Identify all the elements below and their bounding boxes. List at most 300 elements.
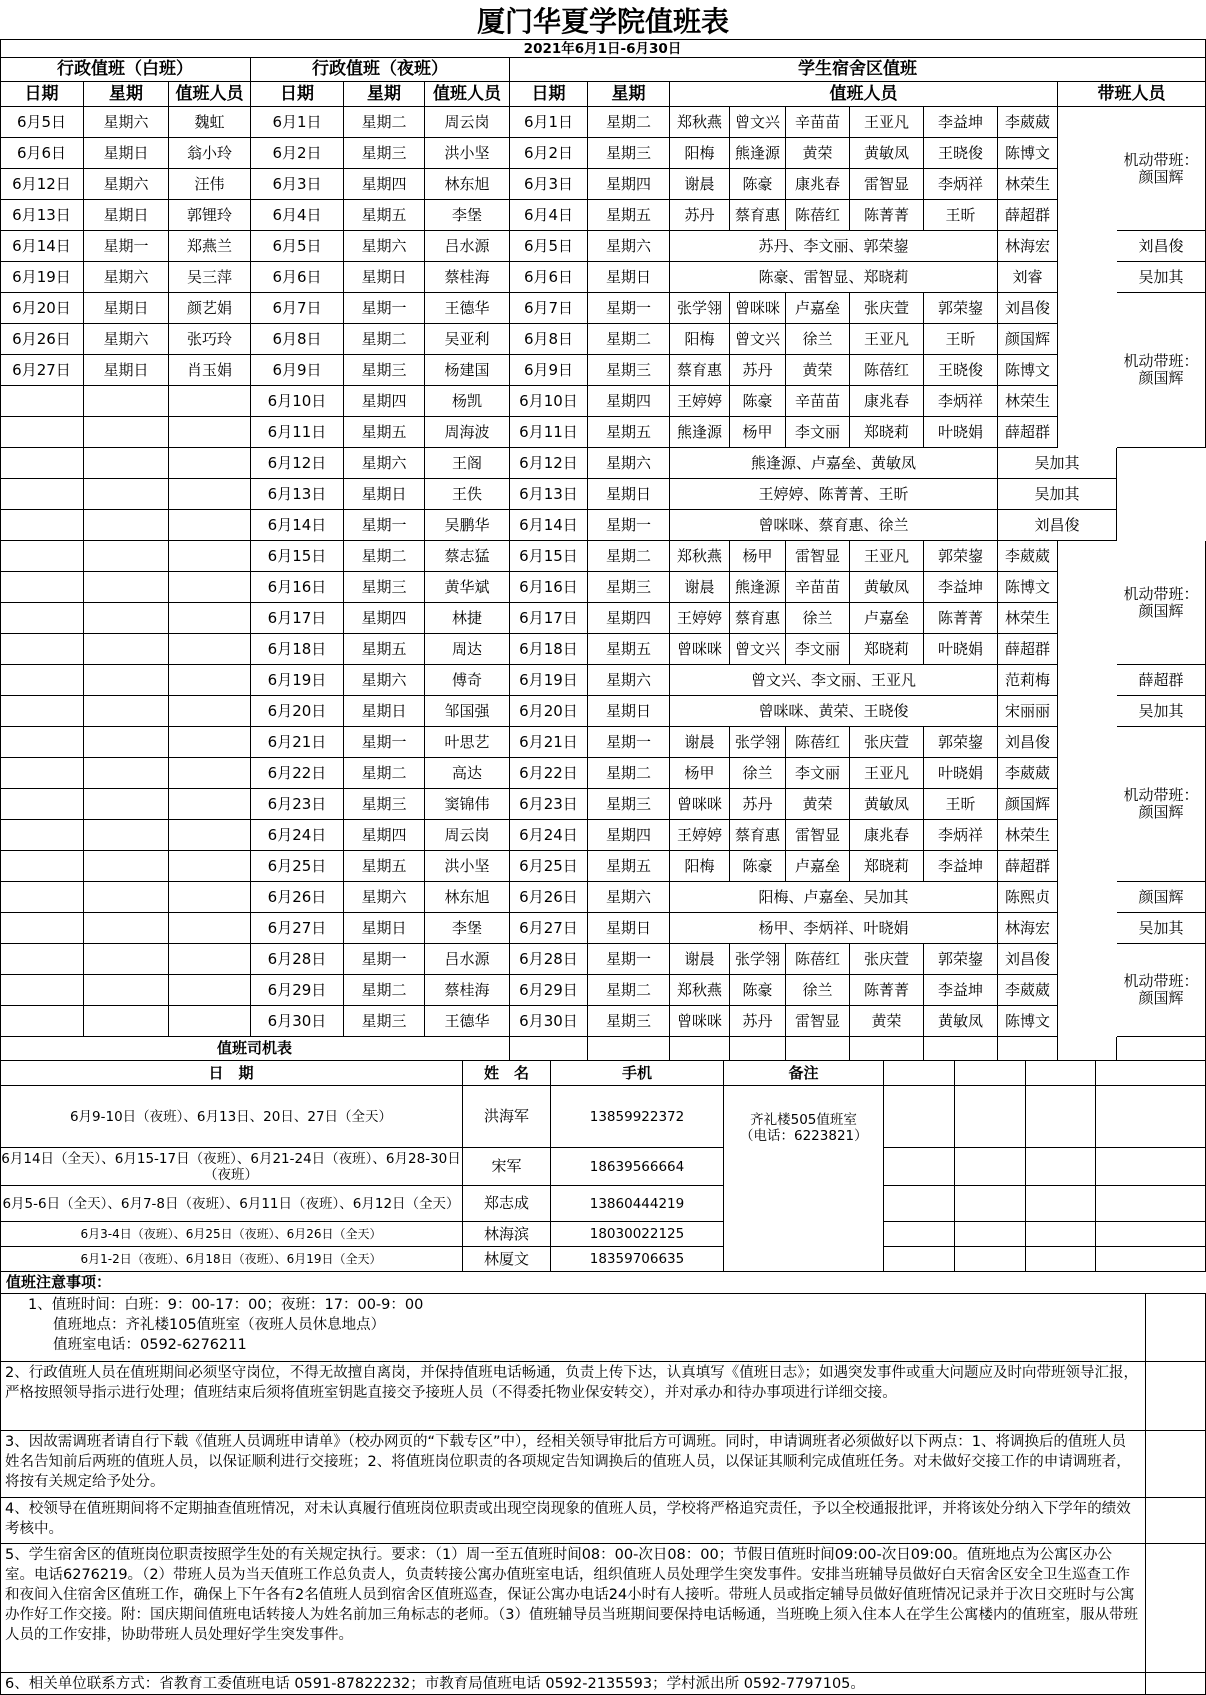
- table-cell-date: 6月12日: [510, 448, 588, 479]
- empty-cell: [169, 1006, 251, 1037]
- driver-table-title: 值班司机表: [0, 1037, 510, 1061]
- table-cell-staff: 郭荣鋆: [924, 944, 998, 975]
- table-cell-weekday: 星期三: [588, 138, 670, 169]
- note-n3: 3、因故需调班者请自行下载《值班人员调班申请单》（校办网页的“下载专区”中），经相关领导审批后方可调班。同时，申请调班者必须做好以下两点：1、将调换后的值班人员姓名告知前后两班的值班人员，以保证顺利进行交接班；2、将值班岗位职责的各项规定告知调换后的值班人员，以保证其顺利完成值班任务。对未做好交接工作的申请调班者，将按有关规定给予处分。: [0, 1431, 1146, 1498]
- table-cell-staff: 王婷婷: [670, 386, 730, 417]
- table-cell-date: 6月28日: [251, 944, 344, 975]
- table-cell-date: 6月18日: [251, 634, 344, 665]
- table-cell-staff: 杨甲: [670, 758, 730, 789]
- table-cell-weekday: 星期四: [344, 603, 425, 634]
- empty-cell: [1026, 1086, 1096, 1148]
- table-cell-date: 6月28日: [510, 944, 588, 975]
- table-cell-weekday: 星期六: [84, 169, 169, 200]
- table-cell-staff: 雷智显: [786, 541, 850, 572]
- note-n4: 4、校领导在值班期间将不定期抽查值班情况，对未认真履行值班岗位职责或出现空岗现象的值班人员，学校将严格追究责任，予以全校通报批评，并将该处分纳入下学年的绩效考核中。: [0, 1498, 1146, 1544]
- table-cell-leader: 林荣生: [998, 603, 1058, 634]
- table-cell-date: 6月9日: [510, 355, 588, 386]
- table-cell-date: 6月16日: [251, 572, 344, 603]
- table-cell-date: 6月12日: [0, 169, 84, 200]
- table-cell-staff: 黄敏凤: [850, 138, 924, 169]
- empty-cell: [955, 1086, 1026, 1148]
- table-cell-staff: 张庆萱: [850, 944, 924, 975]
- empty-cell: [1096, 1061, 1206, 1086]
- table-cell-weekday: 星期日: [84, 293, 169, 324]
- empty-cell: [84, 572, 169, 603]
- table-cell-staff: 蔡育惠: [730, 820, 786, 851]
- driver-header-remark: 备注: [724, 1061, 884, 1086]
- empty-cell: [884, 1222, 955, 1247]
- driver-row-phone: 18030022125: [551, 1222, 724, 1247]
- empty-cell: [0, 696, 84, 727]
- table-cell-date: 6月26日: [510, 882, 588, 913]
- table-cell-staff: 杨建国: [425, 355, 510, 386]
- table-cell-staff: 黄敏凤: [924, 1006, 998, 1037]
- empty-cell: [169, 696, 251, 727]
- driver-row-name: 洪海军: [463, 1086, 551, 1148]
- driver-row-phone: 18639566664: [551, 1148, 724, 1186]
- empty-cell: [169, 417, 251, 448]
- table-cell-staff: 张学翎: [730, 944, 786, 975]
- table-cell-staff: 叶晓娟: [924, 758, 998, 789]
- table-cell-staff: 蔡育惠: [730, 200, 786, 231]
- table-cell-staff: 辛苗苗: [786, 386, 850, 417]
- table-cell-staff: 郑晓莉: [850, 851, 924, 882]
- empty-cell: [84, 789, 169, 820]
- table-cell-leader: 刘昌俊: [998, 510, 1117, 541]
- note-line: 1、值班时间：白班：9：00-17：00；夜班：17：00-9：00: [28, 1297, 424, 1313]
- table-cell-weekday: 星期四: [588, 386, 670, 417]
- table-cell-staff: 吕水源: [425, 944, 510, 975]
- table-cell-weekday: 星期二: [344, 541, 425, 572]
- empty-cell: [84, 882, 169, 913]
- table-cell-date: 6月7日: [251, 293, 344, 324]
- table-cell-weekday: 星期四: [344, 820, 425, 851]
- table-cell-leader: 李葳葳: [998, 107, 1058, 138]
- table-cell-leader: 薛超群: [998, 634, 1058, 665]
- table-cell-staff: 陈菁菁: [924, 603, 998, 634]
- table-cell-leader: 林荣生: [998, 386, 1058, 417]
- empty-cell: [510, 1037, 588, 1061]
- empty-cell: [169, 727, 251, 758]
- empty-cell: [1146, 1673, 1206, 1695]
- table-cell-staff: 李文丽: [786, 417, 850, 448]
- table-cell-staff: 张巧玲: [169, 324, 251, 355]
- empty-cell: [169, 634, 251, 665]
- table-cell-date: 6月24日: [510, 820, 588, 851]
- table-cell-staff: 郑晓莉: [850, 417, 924, 448]
- table-cell-weekday: 星期日: [84, 355, 169, 386]
- table-cell-weekday: 星期日: [84, 138, 169, 169]
- empty-cell: [84, 1006, 169, 1037]
- table-cell-weekday: 星期三: [588, 355, 670, 386]
- table-cell-staff: 曾咪咪: [730, 293, 786, 324]
- table-cell-date: 6月17日: [251, 603, 344, 634]
- table-cell-date: 6月18日: [510, 634, 588, 665]
- empty-cell: [955, 1061, 1026, 1086]
- table-cell-staff: 康兆春: [850, 820, 924, 851]
- table-cell-leader: 颜国辉: [998, 789, 1058, 820]
- empty-cell: [84, 479, 169, 510]
- table-cell-date: 6月22日: [251, 758, 344, 789]
- empty-cell: [84, 975, 169, 1006]
- table-cell-staff: 王亚凡: [850, 541, 924, 572]
- empty-cell: [1026, 1222, 1096, 1247]
- table-cell-staff: 王亚凡: [850, 107, 924, 138]
- table-cell-leader: 陈熙贞: [998, 882, 1058, 913]
- table-cell-staff: 窦锦伟: [425, 789, 510, 820]
- table-cell-date: 6月21日: [251, 727, 344, 758]
- table-cell-date: 6月14日: [0, 231, 84, 262]
- table-cell-date: 6月6日: [251, 262, 344, 293]
- table-cell-staff: 陈蓓红: [786, 200, 850, 231]
- table-cell-staff: 黄敏凤: [850, 789, 924, 820]
- table-cell-staff: 李益坤: [924, 572, 998, 603]
- empty-cell: [0, 603, 84, 634]
- empty-cell: [884, 1086, 955, 1148]
- table-cell-weekday: 星期三: [588, 789, 670, 820]
- empty-cell: [169, 758, 251, 789]
- table-cell-staff: 徐兰: [786, 324, 850, 355]
- mobile-leader-block: 机动带班：颜国辉: [1117, 944, 1206, 1037]
- col-header: 值班人员: [425, 82, 510, 107]
- table-cell-date: 6月20日: [510, 696, 588, 727]
- empty-cell: [169, 386, 251, 417]
- table-cell-date: 6月13日: [251, 479, 344, 510]
- empty-cell: [84, 541, 169, 572]
- table-cell-leader: 李葳葳: [998, 975, 1058, 1006]
- empty-cell: [169, 541, 251, 572]
- table-cell-staff: 郑秋燕: [670, 541, 730, 572]
- col-header: 星期: [344, 82, 425, 107]
- table-cell-date: 6月2日: [251, 138, 344, 169]
- empty-cell: [0, 975, 84, 1006]
- table-cell-date: 6月10日: [251, 386, 344, 417]
- table-cell-staff: 郭荣鋆: [924, 541, 998, 572]
- table-cell-leader-2: 颜国辉: [1117, 882, 1206, 913]
- table-cell-staff-group: 王婷婷、陈菁菁、王昕: [670, 479, 998, 510]
- empty-cell: [955, 1148, 1026, 1186]
- table-cell-staff: 李益坤: [924, 851, 998, 882]
- empty-cell: [1096, 1186, 1206, 1222]
- table-cell-staff: 王昕: [924, 324, 998, 355]
- table-cell-staff: 郭锂玲: [169, 200, 251, 231]
- table-cell-staff: 雷智显: [850, 169, 924, 200]
- table-cell-staff: 谢晨: [670, 169, 730, 200]
- table-cell-weekday: 星期三: [588, 1006, 670, 1037]
- driver-row-dates: 6月5-6日（全天）、6月7-8日（夜班）、6月11日（夜班）、6月12日（全天）: [0, 1186, 463, 1222]
- table-cell-weekday: 星期日: [588, 262, 670, 293]
- table-cell-date: 6月29日: [510, 975, 588, 1006]
- table-cell-leader: 吴加其: [998, 479, 1117, 510]
- empty-cell: [1026, 1247, 1096, 1272]
- driver-row-dates: 6月9-10日（夜班）、6月13日、20日、27日（全天）: [0, 1086, 463, 1148]
- table-cell-date: 6月1日: [510, 107, 588, 138]
- table-cell-weekday: 星期五: [588, 417, 670, 448]
- table-cell-leader-2: 吴加其: [1117, 696, 1206, 727]
- table-cell-weekday: 星期二: [344, 758, 425, 789]
- table-cell-date: 6月7日: [510, 293, 588, 324]
- section-admin-night: 行政值班（夜班）: [251, 58, 510, 82]
- table-cell-staff: 阳梅: [670, 851, 730, 882]
- table-cell-staff: 王德华: [425, 293, 510, 324]
- driver-row-dates: 6月1-2日（夜班）、6月18日（夜班）、6月19日（全天）: [0, 1247, 463, 1272]
- table-cell-leader: 宋丽丽: [998, 696, 1058, 727]
- table-cell-staff: 曾文兴: [730, 107, 786, 138]
- section-dorm: 学生宿舍区值班: [510, 58, 1206, 82]
- table-cell-weekday: 星期六: [588, 665, 670, 696]
- empty-cell: [169, 975, 251, 1006]
- table-cell-date: 6月30日: [251, 1006, 344, 1037]
- table-cell-staff: 黄华斌: [425, 572, 510, 603]
- note-line: 值班室电话：0592-6276211: [53, 1337, 247, 1353]
- table-cell-weekday: 星期六: [84, 107, 169, 138]
- table-cell-staff: 徐兰: [786, 603, 850, 634]
- table-cell-leader: 林荣生: [998, 820, 1058, 851]
- table-cell-staff: 王亚凡: [850, 324, 924, 355]
- empty-cell: [0, 665, 84, 696]
- table-cell-staff: 叶晓娟: [924, 634, 998, 665]
- table-cell-staff-group: 曾咪咪、蔡育惠、徐兰: [670, 510, 998, 541]
- table-cell-staff: 谢晨: [670, 944, 730, 975]
- table-cell-date: 6月5日: [251, 231, 344, 262]
- empty-cell: [1146, 1544, 1206, 1673]
- table-cell-date: 6月23日: [510, 789, 588, 820]
- table-cell-weekday: 星期六: [344, 882, 425, 913]
- table-cell-weekday: 星期三: [344, 355, 425, 386]
- empty-cell: [84, 696, 169, 727]
- empty-cell: [0, 882, 84, 913]
- table-cell-staff: 熊逢源: [730, 572, 786, 603]
- table-cell-weekday: 星期二: [588, 541, 670, 572]
- table-cell-staff: 周云岗: [425, 820, 510, 851]
- table-cell-date: 6月10日: [510, 386, 588, 417]
- table-cell-weekday: 星期三: [344, 138, 425, 169]
- empty-cell: [84, 851, 169, 882]
- table-cell-date: 6月8日: [510, 324, 588, 355]
- table-cell-date: 6月29日: [251, 975, 344, 1006]
- table-cell-staff: 杨凯: [425, 386, 510, 417]
- table-cell-leader-2: 薛超群: [1117, 665, 1206, 696]
- empty-cell: [84, 634, 169, 665]
- table-cell-staff: 张学翎: [670, 293, 730, 324]
- table-cell-staff: 谢晨: [670, 572, 730, 603]
- table-cell-staff: 郑秋燕: [670, 107, 730, 138]
- empty-cell: [884, 1148, 955, 1186]
- mobile-leader-block: 机动带班：颜国辉: [1117, 107, 1206, 231]
- table-cell-date: 6月16日: [510, 572, 588, 603]
- table-cell-weekday: 星期五: [344, 634, 425, 665]
- table-cell-staff-group: 熊逢源、卢嘉垒、黄敏凤: [670, 448, 998, 479]
- empty-cell: [84, 758, 169, 789]
- table-cell-staff: 李炳祥: [924, 169, 998, 200]
- empty-cell: [169, 479, 251, 510]
- table-cell-leader: 刘睿: [998, 262, 1058, 293]
- table-cell-staff: 王婷婷: [670, 603, 730, 634]
- table-cell-date: 6月13日: [0, 200, 84, 231]
- table-cell-date: 6月25日: [251, 851, 344, 882]
- table-cell-leader: 颜国辉: [998, 324, 1058, 355]
- empty-cell: [998, 1037, 1058, 1061]
- table-cell-weekday: 星期二: [588, 107, 670, 138]
- table-cell-weekday: 星期日: [84, 200, 169, 231]
- empty-cell: [0, 634, 84, 665]
- table-cell-staff: 李益坤: [924, 107, 998, 138]
- empty-cell: [169, 820, 251, 851]
- table-cell-staff: 陈豪: [730, 169, 786, 200]
- table-cell-weekday: 星期六: [344, 231, 425, 262]
- table-cell-staff: 熊逢源: [730, 138, 786, 169]
- table-cell-date: 6月3日: [251, 169, 344, 200]
- table-cell-weekday: 星期日: [344, 262, 425, 293]
- table-cell-leader: 刘昌俊: [998, 727, 1058, 758]
- driver-row-phone: 18359706635: [551, 1247, 724, 1272]
- table-cell-staff: 熊逢源: [670, 417, 730, 448]
- table-cell-weekday: 星期六: [588, 448, 670, 479]
- table-cell-date: 6月6日: [510, 262, 588, 293]
- empty-cell: [169, 851, 251, 882]
- mobile-leader-block: 机动带班：颜国辉: [1117, 541, 1206, 665]
- table-cell-staff: 郭荣鋆: [924, 293, 998, 324]
- empty-cell: [0, 851, 84, 882]
- table-cell-leader: 陈博文: [998, 1006, 1058, 1037]
- table-cell-leader: 林海宏: [998, 231, 1058, 262]
- table-cell-weekday: 星期三: [344, 572, 425, 603]
- empty-cell: [84, 603, 169, 634]
- table-cell-staff: 王昕: [924, 200, 998, 231]
- table-cell-staff: 吕水源: [425, 231, 510, 262]
- table-cell-weekday: 星期一: [588, 510, 670, 541]
- table-cell-weekday: 星期一: [84, 231, 169, 262]
- table-cell-staff: 谢晨: [670, 727, 730, 758]
- table-cell-staff: 叶思艺: [425, 727, 510, 758]
- table-cell-weekday: 星期五: [588, 634, 670, 665]
- table-cell-leader: 薛超群: [998, 851, 1058, 882]
- table-cell-staff: 洪小坚: [425, 851, 510, 882]
- driver-row-phone: 13859922372: [551, 1086, 724, 1148]
- col-header: 带班人员: [1058, 82, 1206, 107]
- table-cell-date: 6月19日: [251, 665, 344, 696]
- table-cell-weekday: 星期二: [588, 758, 670, 789]
- table-cell-weekday: 星期六: [588, 231, 670, 262]
- table-cell-staff: 郑燕兰: [169, 231, 251, 262]
- table-cell-staff: 王阁: [425, 448, 510, 479]
- empty-cell: [1096, 1247, 1206, 1272]
- table-cell-staff: 陈豪: [730, 851, 786, 882]
- note-line: 值班地点：齐礼楼105值班室（夜班人员休息地点）: [53, 1317, 386, 1333]
- table-cell-date: 6月3日: [510, 169, 588, 200]
- table-cell-date: 6月27日: [251, 913, 344, 944]
- driver-header-date: 日 期: [0, 1061, 463, 1086]
- table-cell-date: 6月22日: [510, 758, 588, 789]
- table-cell-staff: 周达: [425, 634, 510, 665]
- table-cell-staff: 王晓俊: [924, 138, 998, 169]
- table-cell-staff: 辛苗苗: [786, 107, 850, 138]
- table-cell-date: 6月14日: [510, 510, 588, 541]
- empty-cell: [84, 913, 169, 944]
- table-cell-staff: 吴亚利: [425, 324, 510, 355]
- table-cell-weekday: 星期六: [588, 882, 670, 913]
- table-cell-staff: 邹国强: [425, 696, 510, 727]
- table-cell-date: 6月23日: [251, 789, 344, 820]
- table-cell-weekday: 星期二: [588, 975, 670, 1006]
- table-cell-date: 6月26日: [251, 882, 344, 913]
- table-cell-weekday: 星期五: [344, 200, 425, 231]
- driver-row-name: 林厦文: [463, 1247, 551, 1272]
- table-cell-weekday: 星期一: [344, 727, 425, 758]
- table-cell-staff: 蔡育惠: [670, 355, 730, 386]
- table-cell-weekday: 星期一: [344, 944, 425, 975]
- table-cell-staff: 雷智显: [786, 820, 850, 851]
- driver-remark: 齐礼楼505值班室（电话：6223821）: [724, 1086, 884, 1272]
- col-header: 值班人员: [169, 82, 251, 107]
- mobile-leader-block: 机动带班：颜国辉: [1117, 293, 1206, 448]
- table-cell-staff: 周云岗: [425, 107, 510, 138]
- table-cell-staff: 洪小坚: [425, 138, 510, 169]
- empty-cell: [0, 944, 84, 975]
- empty-cell: [1026, 1186, 1096, 1222]
- table-cell-staff: 吴三萍: [169, 262, 251, 293]
- empty-cell: [84, 510, 169, 541]
- table-cell-leader: 李葳葳: [998, 541, 1058, 572]
- empty-cell: [1058, 1037, 1117, 1061]
- empty-cell: [0, 758, 84, 789]
- empty-cell: [1146, 1362, 1206, 1431]
- table-cell-staff: 曾咪咪: [670, 634, 730, 665]
- empty-cell: [0, 789, 84, 820]
- empty-cell: [786, 1037, 850, 1061]
- table-cell-weekday: 星期一: [588, 293, 670, 324]
- table-cell-staff: 康兆春: [786, 169, 850, 200]
- table-cell-staff: 张庆萱: [850, 727, 924, 758]
- col-header: 值班人员: [670, 82, 1058, 107]
- table-cell-date: 6月30日: [510, 1006, 588, 1037]
- empty-cell: [84, 727, 169, 758]
- empty-cell: [850, 1037, 924, 1061]
- table-cell-staff-group: 曾咪咪、黄荣、王晓俊: [670, 696, 998, 727]
- empty-cell: [84, 417, 169, 448]
- empty-cell: [169, 510, 251, 541]
- table-cell-weekday: 星期二: [344, 107, 425, 138]
- section-admin-day: 行政值班（白班）: [0, 58, 251, 82]
- table-cell-leader: 刘昌俊: [998, 944, 1058, 975]
- table-cell-leader-2: 吴加其: [1117, 262, 1206, 293]
- table-cell-staff: 曾文兴: [730, 634, 786, 665]
- table-cell-staff: 陈菁菁: [850, 975, 924, 1006]
- empty-cell: [924, 1037, 998, 1061]
- empty-cell: [169, 882, 251, 913]
- table-cell-staff: 郭荣鋆: [924, 727, 998, 758]
- table-cell-staff: 李堡: [425, 913, 510, 944]
- driver-row-dates: 6月14日（全天）、6月15-17日（夜班）、6月21-24日（夜班）、6月28-30日（夜班）: [0, 1148, 463, 1186]
- table-cell-staff: 王婷婷: [670, 820, 730, 851]
- table-cell-staff: 林东旭: [425, 169, 510, 200]
- empty-cell: [1096, 1148, 1206, 1186]
- table-cell-date: 6月25日: [510, 851, 588, 882]
- table-cell-staff: 颜艺娟: [169, 293, 251, 324]
- table-cell-staff: 苏丹: [730, 1006, 786, 1037]
- empty-cell: [169, 913, 251, 944]
- table-cell-weekday: 星期三: [344, 1006, 425, 1037]
- table-cell-date: 6月14日: [251, 510, 344, 541]
- table-cell-staff: 康兆春: [850, 386, 924, 417]
- empty-cell: [588, 1037, 670, 1061]
- empty-cell: [169, 572, 251, 603]
- table-cell-staff: 阳梅: [670, 138, 730, 169]
- table-cell-staff: 辛苗苗: [786, 572, 850, 603]
- empty-cell: [0, 572, 84, 603]
- table-cell-weekday: 星期六: [84, 324, 169, 355]
- empty-cell: [1146, 1294, 1206, 1362]
